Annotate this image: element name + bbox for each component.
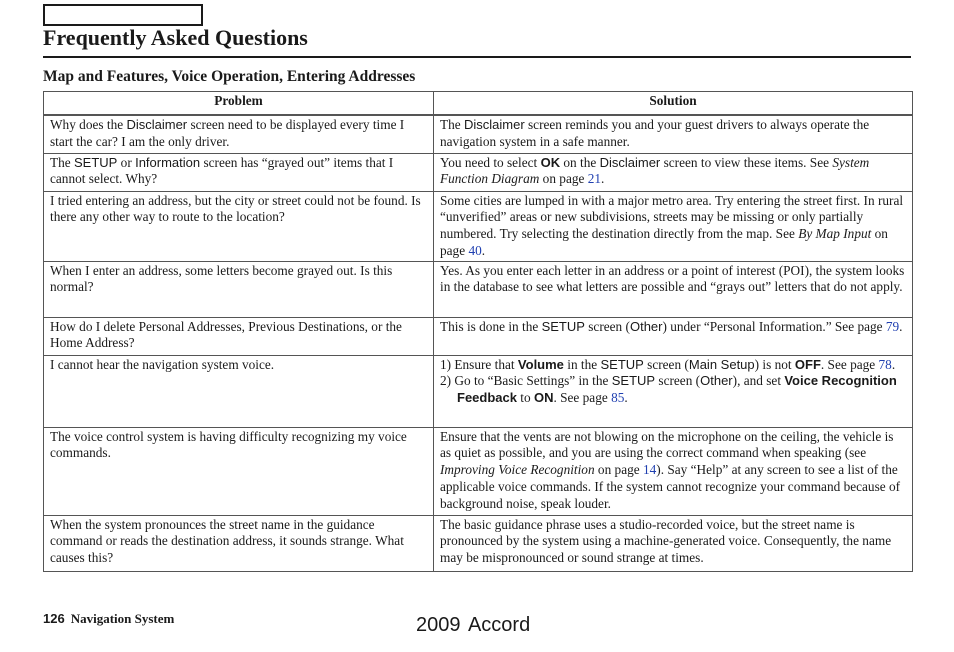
reference-title: Improving Voice Recognition xyxy=(440,462,595,478)
header-tab-box xyxy=(43,4,203,26)
column-header-problem: Problem xyxy=(44,92,434,116)
screen-name: Information xyxy=(135,154,201,170)
footer xyxy=(43,611,174,627)
problem-cell: Why does the Disclaimer screen need to be displayed every time I start the car? I am the only driver. xyxy=(44,115,434,153)
page-link[interactable]: 40 xyxy=(468,242,482,258)
table-row xyxy=(44,115,913,153)
setting-name: Voice Recognition Feedback xyxy=(457,373,897,406)
reference-title: System Function Diagram xyxy=(440,154,870,187)
problem-cell: When the system pronounces the street name in the guidance command or reads the destination address, it sounds strange. What causes this? xyxy=(44,515,434,571)
page-link[interactable]: 85 xyxy=(611,390,625,406)
screen-name: SETUP xyxy=(600,356,644,372)
page-number: 126 xyxy=(43,611,65,626)
solution-cell: Ensure that the vents are not blowing on the microphone on the ceiling, the vehicle is as quiet as possible, and you are using the correct command when speaking (see Improving Voice Recognition on page 14). Say “Help” at any screen to see a list of the applicable voice commands. If the system cannot recognize your command because of background noise, speak louder. xyxy=(434,427,913,515)
screen-name: SETUP xyxy=(541,318,585,334)
page-link[interactable]: 14 xyxy=(642,462,657,478)
faq-table xyxy=(43,91,913,572)
screen-name: SETUP xyxy=(74,154,118,170)
solution-cell: Some cities are lumped in with a major metro area. Try entering the street first. In rural “unverified” areas or new subdivisions, streets may be missing or only partially numbered. Try selecting the destination directly from the map. See By Map Input on page 40. xyxy=(434,191,913,261)
reference-title: By Map Input xyxy=(798,226,872,242)
page-link[interactable]: 78 xyxy=(878,356,892,372)
screen-name: SETUP xyxy=(611,373,656,389)
table-row xyxy=(44,191,913,261)
page-title: Frequently Asked Questions xyxy=(43,25,308,50)
problem-cell: The voice control system is having difficulty recognizing my voice commands. xyxy=(44,427,434,515)
table-row xyxy=(44,153,913,191)
table-row xyxy=(44,317,913,355)
table-row xyxy=(44,427,913,515)
section-heading: Map and Features, Voice Operation, Entering Addresses xyxy=(43,68,416,85)
list-item: 2) Go to “Basic Settings” in the SETUP screen (Other), and set Voice Recognition Feedback to ON. See page 85. xyxy=(440,373,897,406)
solution-cell: This is done in the SETUP screen (Other) under “Personal Information.” See page 79. xyxy=(434,317,913,355)
screen-name: Disclaimer xyxy=(599,154,661,170)
steps-list xyxy=(440,357,906,407)
problem-cell: I tried entering an address, but the city or street could not be found. Is there any other way to route to the location? xyxy=(44,191,434,261)
setting-value: ON xyxy=(533,390,554,406)
solution-cell: You need to select OK on the Disclaimer screen to view these items. See System Function Diagram on page 21. xyxy=(434,153,913,191)
setting-name: Volume xyxy=(517,356,564,372)
screen-name: Other xyxy=(629,318,663,334)
screen-name: Disclaimer xyxy=(126,117,188,132)
table-header-row xyxy=(44,92,913,116)
table-row xyxy=(44,515,913,571)
solution-cell xyxy=(434,355,913,427)
screen-name: Disclaimer xyxy=(464,117,525,132)
screen-name: Other xyxy=(700,373,733,389)
column-header-solution: Solution xyxy=(434,92,913,116)
setting-value: OFF xyxy=(794,356,821,372)
model-label: 2009 Accord xyxy=(416,614,531,636)
table-row xyxy=(44,355,913,427)
problem-cell: How do I delete Personal Addresses, Previous Destinations, or the Home Address? xyxy=(44,317,434,355)
manual-name: Navigation System xyxy=(70,611,175,626)
problem-cell: The SETUP or Information screen has “grayed out” items that I cannot select. Why? xyxy=(44,153,434,191)
page-link[interactable]: 79 xyxy=(885,318,900,334)
solution-cell: The Disclaimer screen reminds you and your guest drivers to always operate the navigation system in a safe manner. xyxy=(434,115,913,153)
button-name: OK xyxy=(540,154,561,170)
problem-cell: When I enter an address, some letters become grayed out. Is this normal? xyxy=(44,261,434,317)
title-divider xyxy=(43,56,911,58)
screen-name: Main Setup xyxy=(688,356,755,372)
solution-cell: Yes. As you enter each letter in an address or a point of interest (POI), the system looks in the database to see what letters are possible and “grays out” letters that do not apply. xyxy=(434,261,913,317)
solution-cell: The basic guidance phrase uses a studio-recorded voice, but the street name is pronounced by the system using a machine-generated voice. Consequently, the name may be mispronounced or sound strange at times. xyxy=(434,515,913,571)
list-item: 1) Ensure that Volume in the SETUP screen (Main Setup) is not OFF. See page 78. xyxy=(440,356,896,372)
table-row xyxy=(44,261,913,317)
problem-cell: I cannot hear the navigation system voice. xyxy=(44,355,434,427)
page-link[interactable]: 21 xyxy=(587,171,602,187)
